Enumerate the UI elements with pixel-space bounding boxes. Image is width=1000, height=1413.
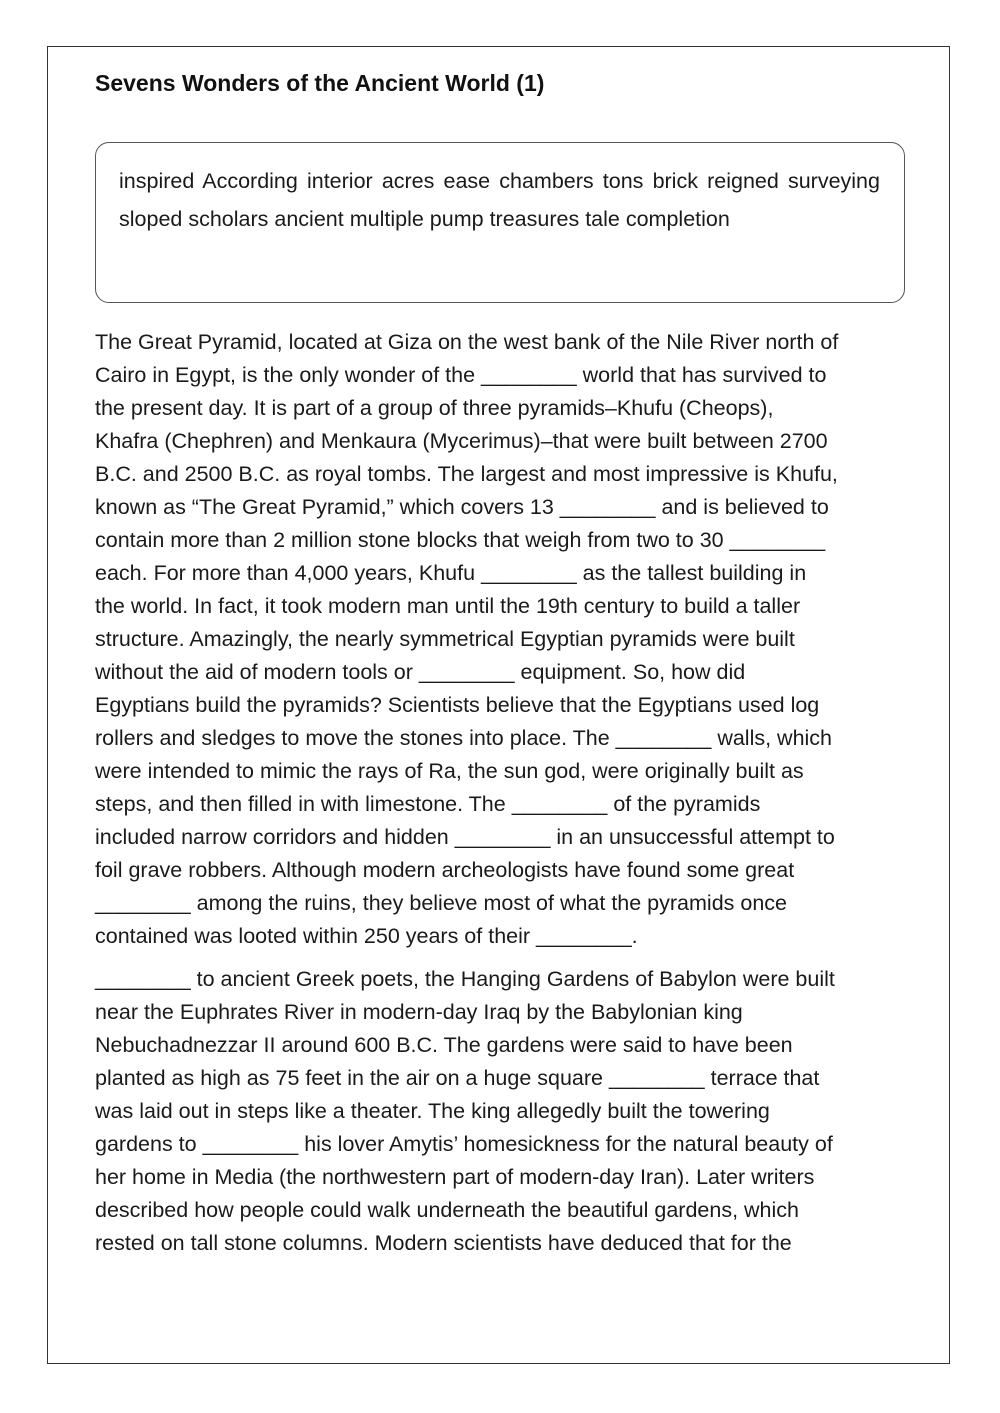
paragraph-line: structure. Amazingly, the nearly symmetrical Egyptian pyramids were built [95, 627, 795, 651]
word-bank-item: chambers [499, 169, 594, 193]
paragraph-hanging-gardens [95, 963, 910, 1260]
worksheet-title: Sevens Wonders of the Ancient World (1) [95, 70, 545, 96]
word-bank-item: tons [602, 169, 644, 193]
paragraph-line: included narrow corridors and hidden ________ in an unsuccessful attempt to [95, 825, 835, 849]
word-bank-item: ease [443, 169, 491, 193]
paragraph-line: rollers and sledges to move the stones into place. The ________ walls, which [95, 726, 833, 750]
paragraph-line: were intended to mimic the rays of Ra, the sun god, were originally built as [95, 759, 804, 783]
paragraph-line: planted as high as 75 feet in the air on a huge square ________ terrace that [95, 1066, 820, 1090]
paragraph-line: described how people could walk underneath the beautiful gardens, which [95, 1198, 799, 1222]
paragraph-line: near the Euphrates River in modern-day Iraq by the Babylonian king [95, 1000, 743, 1024]
paragraph-line: contain more than 2 million stone blocks that weigh from two to 30 ________ [95, 528, 826, 552]
word-bank-item: ancient [274, 206, 344, 231]
word-bank-item: multiple [349, 206, 424, 231]
word-bank-item: acres [381, 169, 435, 193]
word-bank-item: pump [429, 206, 484, 231]
paragraph-line: ________ to ancient Greek poets, the Hanging Gardens of Babylon were built [95, 967, 835, 991]
word-bank-item: scholars [188, 206, 269, 231]
paragraph-line: her home in Media (the northwestern part of modern-day Iran). Later writers [95, 1165, 815, 1189]
word-bank-item: reigned [707, 169, 779, 193]
paragraph-great-pyramid [95, 326, 910, 953]
paragraph-line: contained was looted within 250 years of their ________. [95, 924, 638, 948]
paragraph-line: Nebuchadnezzar II around 600 B.C. The gardens were said to have been [95, 1033, 793, 1057]
paragraph-line: The Great Pyramid, located at Giza on the west bank of the Nile River north of [95, 330, 839, 354]
word-bank-item: brick [652, 169, 698, 193]
word-bank-item: tale [585, 206, 620, 231]
word-bank [95, 142, 905, 303]
paragraph-line: the world. In fact, it took modern man until the 19th century to build a taller [95, 594, 801, 618]
word-bank-item: treasures [489, 206, 580, 231]
paragraph-line: steps, and then filled in with limestone. The ________ of the pyramids [95, 792, 761, 816]
word-bank-item: inspired [119, 169, 195, 193]
word-bank-item: According [202, 169, 298, 193]
paragraph-line: rested on tall stone columns. Modern scientists have deduced that for the [95, 1231, 792, 1255]
word-bank-item: surveying [787, 169, 880, 193]
paragraph-line: the present day. It is part of a group of three pyramids–Khufu (Cheops), [95, 396, 774, 420]
paragraph-line: Khafra (Chephren) and Menkaura (Mycerimus)–that were built between 2700 [95, 429, 828, 453]
paragraph-line: without the aid of modern tools or ________ equipment. So, how did [95, 660, 746, 684]
paragraph-line: Egyptians build the pyramids? Scientists believe that the Egyptians used log [95, 693, 820, 717]
paragraph-line: foil grave robbers. Although modern archeologists have found some great [95, 858, 795, 882]
paragraph-line: known as “The Great Pyramid,” which covers 13 ________ and is believed to [95, 495, 829, 519]
paragraph-line: each. For more than 4,000 years, Khufu ________ as the tallest building in [95, 561, 807, 585]
word-bank-item: completion [625, 206, 730, 231]
word-bank-item: interior [306, 169, 373, 193]
paragraph-line: Cairo in Egypt, is the only wonder of the ________ world that has survived to [95, 363, 827, 387]
paragraph-line: B.C. and 2500 B.C. as royal tombs. The largest and most impressive is Khufu, [95, 462, 838, 486]
word-bank-item: sloped [119, 206, 183, 231]
paragraph-line: was laid out in steps like a theater. The king allegedly built the towering [95, 1099, 770, 1123]
paragraph-line: ________ among the ruins, they believe most of what the pyramids once [95, 891, 787, 915]
paragraph-line: gardens to ________ his lover Amytis’ homesickness for the natural beauty of [95, 1132, 833, 1156]
